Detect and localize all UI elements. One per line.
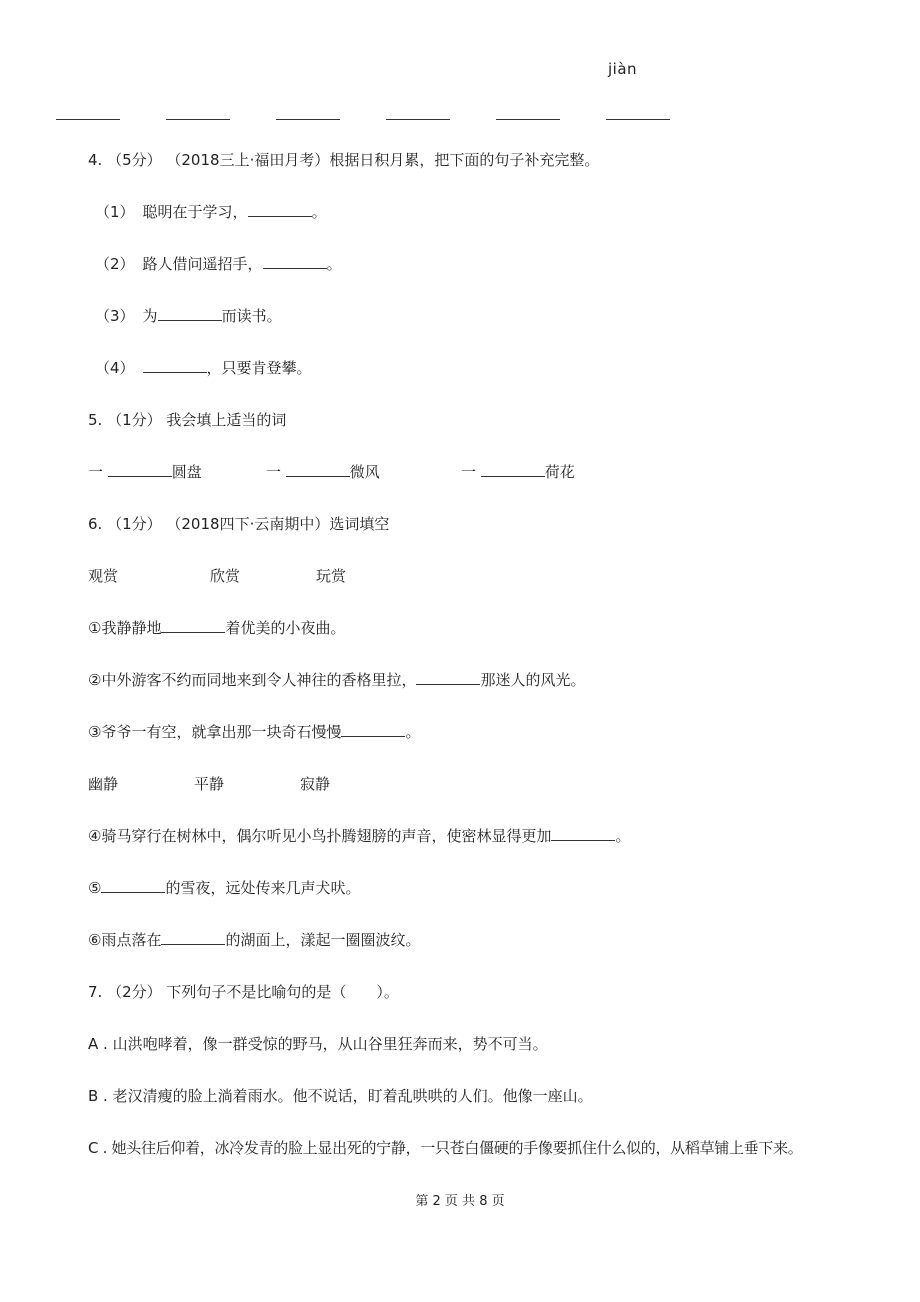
pinyin-hint: jiàn: [608, 60, 638, 78]
answer-blank[interactable]: [166, 119, 230, 120]
answer-blank[interactable]: [108, 462, 172, 477]
answer-blank[interactable]: [248, 202, 312, 217]
item-number: （3）: [95, 307, 135, 325]
q6-sentence-3: ③爷爷一有空，就拿出那一块奇石慢慢 。: [88, 723, 421, 741]
answer-blank[interactable]: [496, 119, 560, 120]
q6-sentence-6: ⑥雨点落在 的湖面上，漾起一圈圈波纹。: [88, 931, 421, 949]
answer-blank[interactable]: [481, 462, 545, 477]
word-choice-2: 欣赏: [210, 567, 241, 585]
q6-sentence-2: ②中外游客不约而同地来到令人神往的香格里拉， 那迷人的风光。: [88, 671, 586, 689]
answer-blank[interactable]: [158, 306, 222, 321]
q5-item-2: 一 微风: [266, 463, 380, 481]
item-number: （2）: [95, 255, 135, 273]
answer-blank[interactable]: [286, 462, 350, 477]
q6-sentence-4: ④骑马穿行在树林中，偶尔听见小鸟扑腾翅膀的声音，使密林显得更加 。: [88, 827, 631, 845]
word-choice-6: 寂静: [300, 775, 331, 793]
q5-item-1: 一 圆盘: [88, 463, 202, 481]
question-7-header: 7. （2分） 下列句子不是比喻句的是（ ）。: [88, 983, 399, 1001]
answer-blank[interactable]: [606, 119, 670, 120]
answer-blank[interactable]: [551, 826, 615, 841]
q4-item-2: （2） 路人借问遥招手， 。: [95, 255, 342, 273]
q5-item-3: 一 荷花: [461, 463, 575, 481]
answer-blank[interactable]: [161, 618, 225, 633]
question-5-header: 5. （1分） 我会填上适当的词: [88, 411, 287, 429]
word-choice-4: 幽静: [88, 775, 119, 793]
page-footer: 第 2 页 共 8 页: [415, 1194, 505, 1209]
item-number: （1）: [95, 203, 135, 221]
q6-sentence-5: ⑤ 的雪夜，远处传来几声犬吠。: [88, 879, 361, 897]
option-c[interactable]: C . 她头往后仰着，冰冷发青的脸上显出死的宁静，一只苍白僵硬的手像要抓住什么似的，从稻草铺上垂下来。: [88, 1139, 803, 1157]
answer-blank[interactable]: [416, 670, 480, 685]
option-b[interactable]: B . 老汉清瘦的脸上淌着雨水。他不说话，盯着乱哄哄的人们。他像一座山。: [88, 1087, 593, 1105]
question-6-header: 6. （1分） （2018四下·云南期中）选词填空: [88, 515, 390, 533]
answer-blank[interactable]: [263, 254, 327, 269]
answer-blank[interactable]: [161, 930, 225, 945]
word-choice-5: 平静: [194, 775, 225, 793]
answer-blank[interactable]: [276, 119, 340, 120]
answer-blank[interactable]: [386, 119, 450, 120]
question-4-header: 4. （5分） （2018三上·福田月考）根据日积月累，把下面的句子补充完整。: [88, 151, 600, 169]
answer-blank[interactable]: [341, 722, 405, 737]
option-a[interactable]: A . 山洪咆哮着，像一群受惊的野马，从山谷里狂奔而来，势不可当。: [88, 1035, 548, 1053]
word-choice-1: 观赏: [88, 567, 119, 585]
q4-item-1: （1） 聪明在于学习， 。: [95, 203, 327, 221]
q4-item-3: （3） 为 而读书。: [95, 307, 282, 325]
answer-blank[interactable]: [101, 878, 165, 893]
word-choice-3: 玩赏: [316, 567, 347, 585]
q4-item-4: （4） ，只要肯登攀。: [95, 359, 312, 377]
q6-sentence-1: ①我静静地 着优美的小夜曲。: [88, 619, 346, 637]
answer-blank[interactable]: [56, 119, 120, 120]
item-number: （4）: [95, 359, 135, 377]
answer-blank[interactable]: [143, 358, 207, 373]
